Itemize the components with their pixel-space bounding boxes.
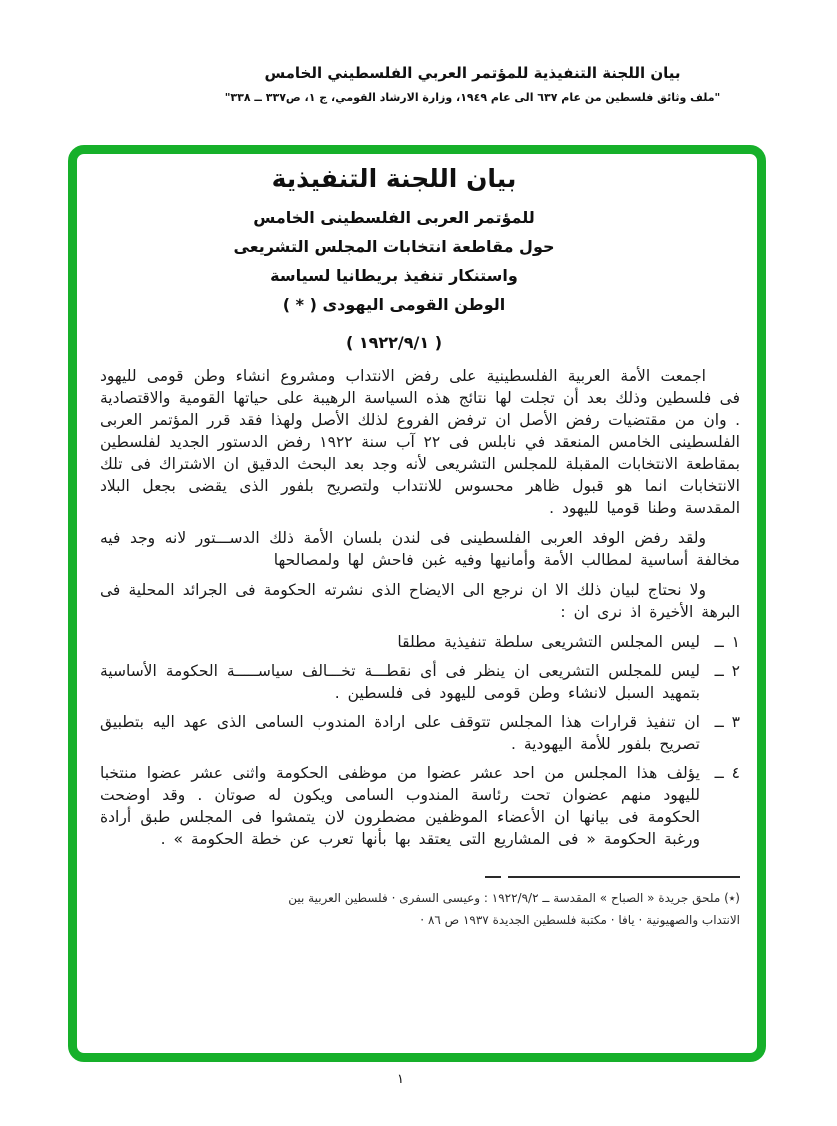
footnote-separator-line — [508, 876, 740, 878]
list-item-number: ٣ ــ — [714, 713, 740, 731]
document-heading — [54, 164, 734, 352]
paragraph: ولقد رفض الوفد العربى الفلسطينى فى لندن بلسان الأمة ذلك الدســـتور لانه وجد فيه مخالفة أساسية لمطالب الأمة وأمانيها وفيه غبن فاحش لها ولمصالحها — [100, 529, 740, 569]
footnote-area — [100, 876, 740, 931]
document-subtitle-line: حول مقاطعة انتخابات المجلس التشريعى — [233, 237, 555, 256]
document-title: بيان اللجنة التنفيذية — [271, 164, 517, 193]
document-subtitle-line: الوطن القومى اليهودى ( * ) — [282, 295, 506, 314]
list-item-text: ليس للمجلس التشريعى ان ينظر فى أى نقطـــة تخـــالف سياســـــة الحكومة الأساسية بتمهيد السبل لانشاء وطن قومى لليهود فى فلسطين . — [100, 662, 700, 702]
paragraph: اجمعت الأمة العربية الفلسطينية على رفض الانتداب ومشروع انشاء وطن قومى لليهود فى فلسطين وذلك بعد أن تجلت لها نتائج هذه السياسة الرهيبة على حياتها القومية والاقتصادية . وان من مقتضيات رفض الأصل ان ترفض الفروع لذلك الأصل ولهذا فقد قرر المؤتمر العربى الفلسطينى الخامس المنعقد في نابلس فى ٢٢ آب سنة ١٩٢٢ رفض الدستور الجديد لفلسطين بمقاطعة الانتخابات المقبلة للمجلس التشريعى لأنه وجد بعد البحث الدقيق ان الاشتراك فى تلك الانتخابات انما هو قبول ظاهر محسوس للانتداب ولتصريح بلفور الذى يقضى بجعل البلاد المقدسة وطنا قوميا لليهود . — [100, 367, 740, 517]
list-item — [100, 660, 740, 704]
document-body — [100, 365, 740, 857]
page-number: ١ — [397, 1072, 404, 1087]
paragraph: ولا نحتاج لبيان ذلك الا ان نرجع الى الايضاح الذى نشرته الحكومة فى الجرائد المحلية فى البرهة الأخيرة اذ نرى ان : — [100, 581, 740, 621]
header-source-citation: "ملف وثائق فلسطين من عام ٦٣٧ الى عام ١٩٤٩، وزارة الارشاد القومي، ج ١، ص٣٣٧ ــ ٣٣٨" — [224, 91, 721, 104]
list-item — [100, 762, 740, 850]
header-title: بيان اللجنة التنفيذية للمؤتمر العربي الفلسطيني الخامس — [264, 64, 681, 82]
list-item-text: ان تنفيذ قرارات هذا المجلس تتوقف على ارادة المندوب السامى الذى عهد اليه بتطبيق تصريح بلفور للأمة اليهودية . — [100, 713, 700, 753]
footnote-separator — [484, 876, 740, 878]
document-date: ( ١٩٢٢/٩/١ ) — [345, 333, 443, 352]
list-item-number: ١ ــ — [714, 633, 740, 651]
list-item-number: ٤ ــ — [714, 764, 740, 782]
footnote-line: (٭) ملحق جريدة « الصباح » المقدسة ــ ١٩٢٢/٩/٢ : وعيسى السفرى · فلسطين العربية بين — [288, 891, 740, 905]
list-item-text: يؤلف هذا المجلس من احد عشر عضوا من موظفى الحكومة واثنى عشر عضوا منتخبا لليهود منهم عضوان تحت رئاسة المندوب السامى ويكون له صوتان . وقد اوضحت الحكومة فى بيانها ان الأعضاء الموظفين مضطرون لان يتمشوا فى المجلس طبق أرادة ورغبة الحكومة « فى المشاريع التى يعتقد بها بأنها تعرب عن خطة الحكومة » . — [100, 764, 700, 848]
document-subtitle-line: للمؤتمر العربى الفلسطينى الخامس — [253, 208, 535, 227]
list-item — [100, 631, 740, 653]
list-item-number: ٢ ــ — [714, 662, 740, 680]
document-subtitle-line: واستنكار تنفيذ بريطانيا لسياسة — [270, 266, 518, 285]
list-item — [100, 711, 740, 755]
list-item-text: ليس المجلس التشريعى سلطة تنفيذية مطلقا — [397, 633, 700, 651]
footnote-separator-dash — [485, 876, 501, 878]
document-frame — [68, 145, 766, 1062]
page-header — [108, 64, 837, 104]
footnote-line: الانتداب والصهيونية · يافا · مكتبة فلسطين الجديدة ١٩٣٧ ص ٨٦ · — [420, 913, 740, 927]
footnote — [100, 887, 740, 931]
